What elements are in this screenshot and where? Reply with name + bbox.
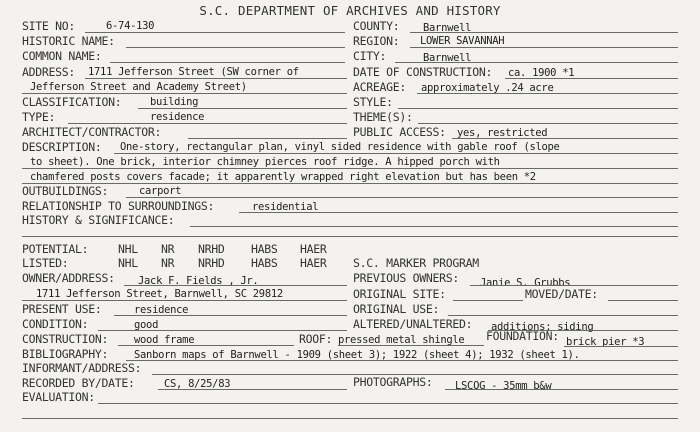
- potential-nr: NR: [161, 242, 175, 256]
- evaluation-line-2: [22, 418, 678, 419]
- listed-habs: HABS: [251, 256, 278, 270]
- public-access-line: [452, 138, 678, 139]
- present-use-value: residence: [134, 304, 189, 316]
- informant-label: INFORMANT/ADDRESS:: [22, 361, 142, 375]
- previous-owners-label: PREVIOUS OWNERS:: [353, 271, 459, 285]
- roof-value: pressed metal shingle: [338, 334, 465, 346]
- style-line: [398, 108, 678, 109]
- address-line-2: [22, 93, 347, 94]
- outbuildings-value: carport: [139, 185, 182, 197]
- site-no-line: [85, 32, 345, 33]
- bibliography-line: [126, 360, 678, 361]
- present-use-line: [114, 315, 347, 316]
- owner-value-2: 1711 Jefferson Street, Barnwell, SC 29812: [36, 288, 283, 300]
- site-no-value: 6-74-130: [106, 20, 155, 32]
- date-construction-value: ca. 1900 *1: [508, 67, 575, 79]
- acreage-label: ACREAGE:: [353, 80, 406, 94]
- foundation-value: brick pier *3: [566, 336, 645, 348]
- relationship-value: residential: [252, 201, 319, 213]
- listed-nrhd: NRHD: [198, 256, 225, 270]
- listed-nhl: NHL: [118, 256, 138, 270]
- description-line-3: [22, 183, 678, 184]
- description-value-3: chamfered posts covers facade; it apparently wrapped right elevation but has been *2: [30, 171, 536, 183]
- potential-nhl: NHL: [118, 242, 138, 256]
- architect-label: ARCHITECT/CONTRACTOR:: [22, 125, 162, 139]
- region-label: REGION:: [353, 34, 400, 48]
- address-label: ADDRESS:: [22, 65, 75, 79]
- historic-name-line: [126, 47, 345, 48]
- address-value-1: 1711 Jefferson Street (SW corner of: [88, 66, 299, 78]
- moved-date-line: [608, 300, 678, 301]
- county-line: [410, 32, 678, 33]
- style-label: STYLE:: [353, 95, 393, 109]
- original-site-line: [453, 300, 523, 301]
- bibliography-label: BIBLIOGRAPHY:: [22, 347, 109, 361]
- construction-line: [118, 345, 294, 346]
- classification-value: building: [150, 96, 199, 108]
- potential-nrhd: NRHD: [198, 242, 225, 256]
- previous-owners-value: Janie S. Grubbs: [480, 277, 571, 289]
- owner-line-1: [124, 285, 347, 286]
- condition-line: [98, 330, 347, 331]
- description-line-1: [114, 153, 678, 154]
- form-title: S.C. DEPARTMENT OF ARCHIVES AND HISTORY: [199, 3, 501, 18]
- marker-label: S.C. MARKER PROGRAM: [353, 256, 479, 270]
- foundation-line: [564, 346, 678, 347]
- potential-haer: HAER: [300, 242, 327, 256]
- description-label: DESCRIPTION:: [22, 140, 102, 154]
- evaluation-line-1: [98, 403, 678, 404]
- present-use-label: PRESENT USE:: [22, 302, 102, 316]
- public-access-value: yes, restricted: [457, 127, 548, 139]
- themes-label: THEME(S):: [353, 110, 413, 124]
- acreage-line: [417, 93, 678, 94]
- history-line-1: [190, 226, 678, 227]
- classification-line: [138, 108, 347, 109]
- listed-haer: HAER: [300, 256, 327, 270]
- altered-value: additions; siding: [491, 321, 594, 333]
- common-name-line: [110, 62, 345, 63]
- photographs-label: PHOTOGRAPHS:: [353, 375, 433, 389]
- city-label: CITY:: [353, 49, 387, 63]
- listed-nr: NR: [161, 256, 175, 270]
- listed-label: LISTED:: [22, 256, 69, 270]
- themes-line: [418, 123, 678, 124]
- county-label: COUNTY:: [353, 19, 400, 33]
- classification-label: CLASSIFICATION:: [22, 95, 122, 109]
- recorded-by-line: [158, 389, 347, 390]
- potential-label: POTENTIAL:: [22, 242, 89, 256]
- description-line-2: [22, 168, 678, 169]
- region-line: [410, 47, 678, 48]
- owner-line-2: [22, 300, 347, 301]
- potential-habs: HABS: [251, 242, 278, 256]
- foundation-label: FOUNDATION:: [486, 329, 559, 343]
- type-value: residence: [150, 111, 205, 123]
- address-line-1: [85, 78, 347, 79]
- city-value: Barnwell: [423, 52, 472, 64]
- acreage-value: approximately .24 acre: [421, 82, 554, 94]
- outbuildings-label: OUTBUILDINGS:: [22, 184, 109, 198]
- photographs-value: LSCOG - 35mm b&w: [455, 380, 552, 392]
- original-use-line: [448, 315, 678, 316]
- type-label: TYPE:: [22, 110, 56, 124]
- city-line: [395, 62, 678, 63]
- historic-name-label: HISTORIC NAME:: [22, 34, 115, 48]
- region-value: LOWER SAVANNAH: [420, 35, 505, 47]
- owner-label: OWNER/ADDRESS:: [22, 271, 115, 285]
- construction-value: wood frame: [134, 334, 195, 346]
- recorded-by-value: CS, 8/25/83: [164, 378, 231, 390]
- moved-date-label: MOVED/DATE:: [525, 287, 598, 301]
- description-value-2: to sheet). One brick, interior chimney pierces roof ridge. A hipped porch with: [30, 156, 500, 168]
- original-use-label: ORIGINAL USE:: [353, 302, 440, 316]
- date-construction-line: [505, 78, 678, 79]
- construction-label: CONSTRUCTION:: [22, 332, 109, 346]
- county-value: Barnwell: [423, 22, 472, 34]
- recorded-by-label: RECORDED BY/DATE:: [22, 376, 135, 390]
- evaluation-label: EVALUATION:: [22, 390, 95, 404]
- date-construction-label: DATE OF CONSTRUCTION:: [353, 65, 493, 79]
- architect-line: [188, 138, 347, 139]
- owner-value-1: Jack F. Fields , Jr.: [138, 275, 259, 287]
- relationship-label: RELATIONSHIP TO SURROUNDINGS:: [22, 199, 215, 213]
- type-line: [68, 123, 347, 124]
- roof-line: [338, 345, 484, 346]
- description-value-1: One-story, rectangular plan, vinyl sided residence with gable roof (slope: [120, 141, 560, 153]
- bibliography-value: Sanborn maps of Barnwell - 1909 (sheet 3); 1922 (sheet 4); 1932 (sheet 1).: [134, 349, 580, 361]
- altered-label: ALTERED/UNALTERED:: [353, 317, 473, 331]
- condition-value: good: [134, 319, 159, 331]
- original-site-label: ORIGINAL SITE:: [353, 287, 446, 301]
- history-line-2: [22, 236, 678, 237]
- roof-label: ROOF:: [299, 332, 333, 346]
- address-value-2: Jefferson Street and Academy Street): [30, 81, 247, 93]
- outbuildings-line: [126, 197, 678, 198]
- previous-owners-line: [470, 285, 678, 286]
- public-access-label: PUBLIC ACCESS:: [353, 125, 446, 139]
- condition-label: CONDITION:: [22, 317, 89, 331]
- history-label: HISTORY & SIGNIFICANCE:: [22, 213, 175, 227]
- photographs-line: [445, 389, 678, 390]
- site-no-label: SITE NO:: [22, 19, 75, 33]
- common-name-label: COMMON NAME:: [22, 49, 102, 63]
- relationship-line: [239, 212, 678, 213]
